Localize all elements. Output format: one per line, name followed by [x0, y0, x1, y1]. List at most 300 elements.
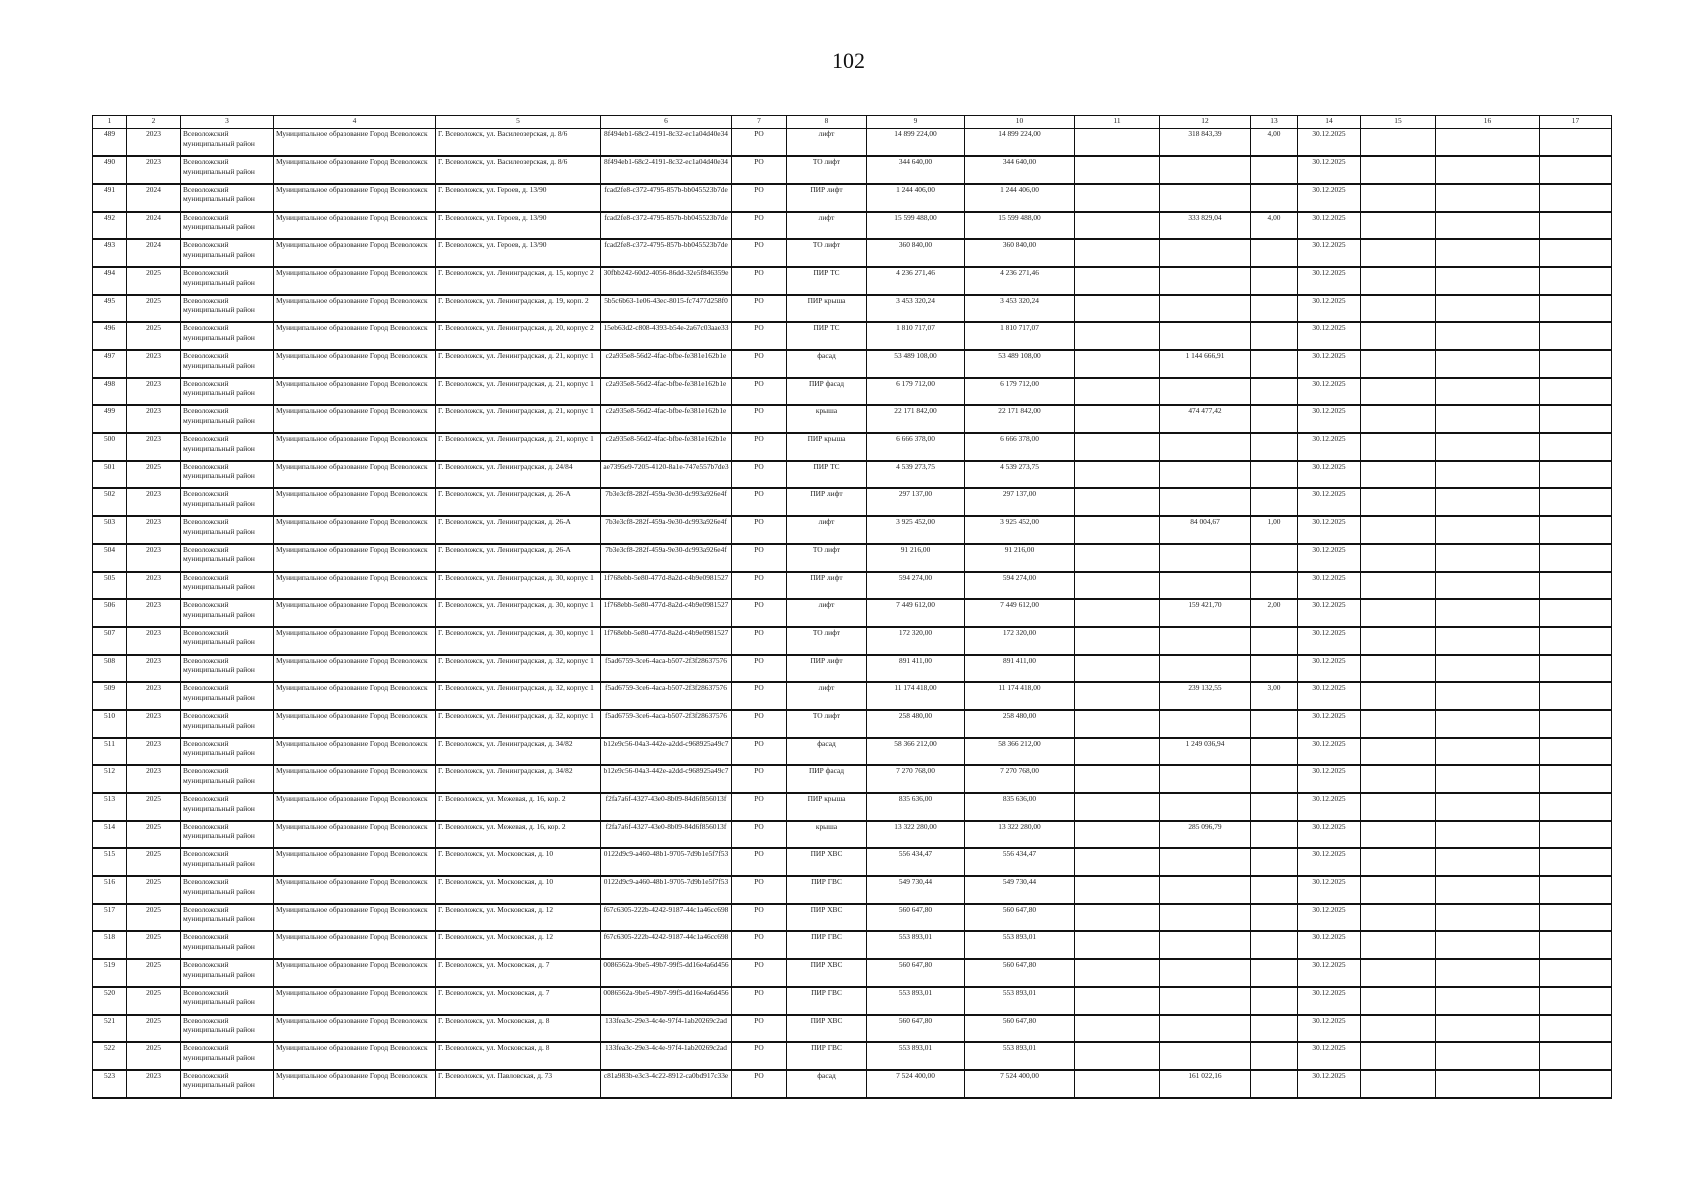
col17-cell [1540, 433, 1612, 461]
cost-cell: 553 893,01 [867, 1042, 965, 1070]
district-cell: Всеволожский муниципальный район [181, 184, 274, 212]
col11-cell [1075, 184, 1160, 212]
amount-cell: 239 132,55 [1160, 682, 1251, 710]
cost-cell: 13 322 280,00 [867, 821, 965, 849]
municipality-cell: Муниципальное образование Город Всеволожск [274, 931, 436, 959]
cost-total-cell: 556 434,47 [965, 848, 1075, 876]
col17-cell [1540, 931, 1612, 959]
fias-code-cell: 7b3e3cf8-282f-459a-9e30-dc993a926e4f [601, 516, 732, 544]
fias-code-cell: f2fa7a6f-4327-43e0-8b09-84d6f856013f [601, 821, 732, 849]
fias-code-cell: c81a983b-e3c3-4c22-8912-ca0bd917c33e [601, 1070, 732, 1098]
quantity-cell [1251, 738, 1298, 766]
fias-code-cell: c2a935e8-56d2-4fac-bfbe-fe381e162b1e [601, 378, 732, 406]
work-type-cell: ТО лифт [787, 627, 867, 655]
year-cell: 2025 [127, 904, 181, 932]
amount-cell [1160, 156, 1251, 184]
col17-cell [1540, 1015, 1612, 1043]
col15-cell [1361, 765, 1436, 793]
amount-cell [1160, 488, 1251, 516]
quantity-cell [1251, 239, 1298, 267]
col15-cell [1361, 710, 1436, 738]
fias-code-cell: 7b3e3cf8-282f-459a-9e30-dc993a926e4f [601, 488, 732, 516]
amount-cell [1160, 710, 1251, 738]
type-cell: РО [732, 1015, 787, 1043]
row-number-cell: 502 [93, 488, 127, 516]
type-cell: РО [732, 1042, 787, 1070]
cost-total-cell: 344 640,00 [965, 156, 1075, 184]
col16-cell [1436, 461, 1540, 489]
col17-cell [1540, 682, 1612, 710]
table-row [93, 184, 1612, 212]
year-cell: 2024 [127, 184, 181, 212]
fias-code-cell: b12e9c56-04a3-442e-a2dd-c968925a49c7 [601, 765, 732, 793]
deadline-cell: 30.12.2025 [1298, 239, 1361, 267]
cost-total-cell: 549 730,44 [965, 876, 1075, 904]
year-cell: 2023 [127, 516, 181, 544]
fias-code-cell: fcad2fe8-c372-4795-857b-bb045523b7de [601, 184, 732, 212]
col11-cell [1075, 405, 1160, 433]
type-cell: РО [732, 821, 787, 849]
row-number-cell: 497 [93, 350, 127, 378]
district-cell: Всеволожский муниципальный район [181, 239, 274, 267]
address-cell: Г. Всеволожск, ул. Московская, д. 7 [436, 987, 601, 1015]
municipality-cell: Муниципальное образование Город Всеволожск [274, 378, 436, 406]
table-row [93, 350, 1612, 378]
table-row [93, 378, 1612, 406]
col15-cell [1361, 322, 1436, 350]
row-number-cell: 508 [93, 655, 127, 683]
table-row [93, 793, 1612, 821]
fias-code-cell: 5b5c6b63-1e06-43ec-8015-fc7477d258f0 [601, 295, 732, 323]
municipality-cell: Муниципальное образование Город Всеволожск [274, 156, 436, 184]
address-cell: Г. Всеволожск, ул. Ленинградская, д. 15, корпус 2 [436, 267, 601, 295]
col15-cell [1361, 1015, 1436, 1043]
amount-cell [1160, 378, 1251, 406]
deadline-cell: 30.12.2025 [1298, 156, 1361, 184]
column-header: 8 [787, 116, 867, 129]
district-cell: Всеволожский муниципальный район [181, 1042, 274, 1070]
work-type-cell: лифт [787, 212, 867, 240]
table-row [93, 627, 1612, 655]
col17-cell [1540, 793, 1612, 821]
col16-cell [1436, 516, 1540, 544]
year-cell: 2025 [127, 295, 181, 323]
work-type-cell: ТО лифт [787, 239, 867, 267]
col16-cell [1436, 599, 1540, 627]
cost-total-cell: 891 411,00 [965, 655, 1075, 683]
type-cell: РО [732, 738, 787, 766]
table-row [93, 488, 1612, 516]
type-cell: РО [732, 461, 787, 489]
column-header: 9 [867, 116, 965, 129]
address-cell: Г. Всеволожск, ул. Ленинградская, д. 26-А [436, 544, 601, 572]
district-cell: Всеволожский муниципальный район [181, 848, 274, 876]
col11-cell [1075, 599, 1160, 627]
row-number-cell: 499 [93, 405, 127, 433]
year-cell: 2023 [127, 627, 181, 655]
work-type-cell: фасад [787, 1070, 867, 1098]
type-cell: РО [732, 267, 787, 295]
col11-cell [1075, 904, 1160, 932]
col16-cell [1436, 350, 1540, 378]
quantity-cell: 4,00 [1251, 129, 1298, 157]
cost-total-cell: 553 893,01 [965, 931, 1075, 959]
column-header: 2 [127, 116, 181, 129]
address-cell: Г. Всеволожск, ул. Ленинградская, д. 20, корпус 2 [436, 322, 601, 350]
district-cell: Всеволожский муниципальный район [181, 655, 274, 683]
cost-cell: 556 434,47 [867, 848, 965, 876]
col16-cell [1436, 710, 1540, 738]
fias-code-cell: f2fa7a6f-4327-43e0-8b09-84d6f856013f [601, 793, 732, 821]
amount-cell: 318 843,39 [1160, 129, 1251, 157]
page-number: 102 [832, 48, 865, 73]
cost-total-cell: 3 453 320,24 [965, 295, 1075, 323]
work-type-cell: ПИР ГВС [787, 1042, 867, 1070]
cost-cell: 258 480,00 [867, 710, 965, 738]
table-row [93, 904, 1612, 932]
work-type-cell: ПИР ГВС [787, 987, 867, 1015]
col17-cell [1540, 461, 1612, 489]
quantity-cell [1251, 572, 1298, 600]
work-type-cell: ТО лифт [787, 710, 867, 738]
fias-code-cell: 1f768ebb-5e80-477d-8a2d-c4b9e0981527 [601, 627, 732, 655]
col17-cell [1540, 156, 1612, 184]
cost-total-cell: 13 322 280,00 [965, 821, 1075, 849]
col17-cell [1540, 876, 1612, 904]
col15-cell [1361, 959, 1436, 987]
row-number-cell: 500 [93, 433, 127, 461]
year-cell: 2023 [127, 710, 181, 738]
col17-cell [1540, 267, 1612, 295]
year-cell: 2025 [127, 876, 181, 904]
work-type-cell: ПИР лифт [787, 655, 867, 683]
table-row [93, 821, 1612, 849]
cost-total-cell: 7 524 400,00 [965, 1070, 1075, 1098]
quantity-cell [1251, 931, 1298, 959]
col11-cell [1075, 1015, 1160, 1043]
col15-cell [1361, 931, 1436, 959]
cost-total-cell: 553 893,01 [965, 987, 1075, 1015]
col15-cell [1361, 987, 1436, 1015]
col17-cell [1540, 516, 1612, 544]
cost-total-cell: 3 925 452,00 [965, 516, 1075, 544]
quantity-cell [1251, 987, 1298, 1015]
municipality-cell: Муниципальное образование Город Всеволожск [274, 405, 436, 433]
row-number-cell: 489 [93, 129, 127, 157]
col11-cell [1075, 765, 1160, 793]
district-cell: Всеволожский муниципальный район [181, 599, 274, 627]
district-cell: Всеволожский муниципальный район [181, 129, 274, 157]
amount-cell [1160, 655, 1251, 683]
column-header: 1 [93, 116, 127, 129]
cost-cell: 891 411,00 [867, 655, 965, 683]
col15-cell [1361, 904, 1436, 932]
table-row [93, 516, 1612, 544]
amount-cell: 474 477,42 [1160, 405, 1251, 433]
cost-cell: 3 453 320,24 [867, 295, 965, 323]
table-row [93, 765, 1612, 793]
year-cell: 2023 [127, 765, 181, 793]
fias-code-cell: 8f494eb1-68c2-4191-8c32-ec1a04d40e34 [601, 129, 732, 157]
address-cell: Г. Всеволожск, ул. Межевая, д. 16, кор. 2 [436, 793, 601, 821]
col16-cell [1436, 627, 1540, 655]
table-row [93, 267, 1612, 295]
municipality-cell: Муниципальное образование Город Всеволожск [274, 433, 436, 461]
address-cell: Г. Всеволожск, ул. Московская, д. 10 [436, 848, 601, 876]
municipality-cell: Муниципальное образование Город Всеволожск [274, 544, 436, 572]
row-number-cell: 507 [93, 627, 127, 655]
col15-cell [1361, 738, 1436, 766]
district-cell: Всеволожский муниципальный район [181, 876, 274, 904]
col17-cell [1540, 1070, 1612, 1098]
col15-cell [1361, 378, 1436, 406]
col17-cell [1540, 710, 1612, 738]
address-cell: Г. Всеволожск, ул. Московская, д. 7 [436, 959, 601, 987]
fias-code-cell: f67c6305-222b-4242-9187-44c1a46cc698 [601, 931, 732, 959]
cost-total-cell: 7 449 612,00 [965, 599, 1075, 627]
type-cell: РО [732, 1070, 787, 1098]
year-cell: 2025 [127, 1015, 181, 1043]
municipality-cell: Муниципальное образование Город Всеволожск [274, 461, 436, 489]
quantity-cell [1251, 876, 1298, 904]
fias-code-cell: ae7395e9-7205-4120-8a1e-747e557b7de3 [601, 461, 732, 489]
address-cell: Г. Всеволожск, ул. Ленинградская, д. 21, корпус 1 [436, 350, 601, 378]
col11-cell [1075, 488, 1160, 516]
district-cell: Всеволожский муниципальный район [181, 516, 274, 544]
cost-total-cell: 58 366 212,00 [965, 738, 1075, 766]
type-cell: РО [732, 793, 787, 821]
col11-cell [1075, 876, 1160, 904]
year-cell: 2023 [127, 405, 181, 433]
district-cell: Всеволожский муниципальный район [181, 267, 274, 295]
amount-cell: 333 829,04 [1160, 212, 1251, 240]
column-header: 5 [436, 116, 601, 129]
col11-cell [1075, 793, 1160, 821]
district-cell: Всеволожский муниципальный район [181, 1070, 274, 1098]
municipality-cell: Муниципальное образование Город Всеволожск [274, 239, 436, 267]
municipality-cell: Муниципальное образование Город Всеволожск [274, 322, 436, 350]
quantity-cell [1251, 904, 1298, 932]
work-type-cell: ПИР ХВС [787, 904, 867, 932]
cost-total-cell: 4 539 273,75 [965, 461, 1075, 489]
address-cell: Г. Всеволожск, ул. Василеозерская, д. 8/6 [436, 156, 601, 184]
col15-cell [1361, 212, 1436, 240]
municipality-cell: Муниципальное образование Город Всеволожск [274, 267, 436, 295]
cost-total-cell: 11 174 418,00 [965, 682, 1075, 710]
cost-cell: 4 539 273,75 [867, 461, 965, 489]
fias-code-cell: 133fea3c-29e3-4c4e-97f4-1ab20269c2ad [601, 1042, 732, 1070]
table-row [93, 433, 1612, 461]
cost-total-cell: 1 244 406,00 [965, 184, 1075, 212]
address-cell: Г. Всеволожск, ул. Ленинградская, д. 26-А [436, 516, 601, 544]
cost-total-cell: 594 274,00 [965, 572, 1075, 600]
work-type-cell: фасад [787, 738, 867, 766]
quantity-cell [1251, 765, 1298, 793]
municipality-cell: Муниципальное образование Город Всеволожск [274, 1015, 436, 1043]
address-cell: Г. Всеволожск, ул. Межевая, д. 16, кор. 2 [436, 821, 601, 849]
quantity-cell [1251, 627, 1298, 655]
amount-cell [1160, 572, 1251, 600]
work-type-cell: лифт [787, 516, 867, 544]
municipality-cell: Муниципальное образование Город Всеволожск [274, 599, 436, 627]
municipality-cell: Муниципальное образование Город Всеволожск [274, 212, 436, 240]
table-row [93, 738, 1612, 766]
deadline-cell: 30.12.2025 [1298, 959, 1361, 987]
cost-cell: 553 893,01 [867, 931, 965, 959]
year-cell: 2025 [127, 987, 181, 1015]
column-header: 17 [1540, 116, 1612, 129]
year-cell: 2023 [127, 682, 181, 710]
col17-cell [1540, 959, 1612, 987]
district-cell: Всеволожский муниципальный район [181, 738, 274, 766]
col16-cell [1436, 433, 1540, 461]
col16-cell [1436, 267, 1540, 295]
type-cell: РО [732, 572, 787, 600]
municipality-cell: Муниципальное образование Город Всеволожск [274, 655, 436, 683]
year-cell: 2025 [127, 848, 181, 876]
col15-cell [1361, 1070, 1436, 1098]
district-cell: Всеволожский муниципальный район [181, 544, 274, 572]
column-header: 7 [732, 116, 787, 129]
amount-cell [1160, 1015, 1251, 1043]
type-cell: РО [732, 931, 787, 959]
fias-code-cell: f5ad6759-3ce6-4aca-b507-2f3f28637576 [601, 655, 732, 683]
col17-cell [1540, 627, 1612, 655]
cost-total-cell: 1 810 717,07 [965, 322, 1075, 350]
municipality-cell: Муниципальное образование Город Всеволожск [274, 738, 436, 766]
fias-code-cell: 1f768ebb-5e80-477d-8a2d-c4b9e0981527 [601, 599, 732, 627]
fias-code-cell: 8f494eb1-68c2-4191-8c32-ec1a04d40e34 [601, 156, 732, 184]
deadline-cell: 30.12.2025 [1298, 821, 1361, 849]
municipality-cell: Муниципальное образование Город Всеволожск [274, 572, 436, 600]
cost-cell: 172 320,00 [867, 627, 965, 655]
quantity-cell: 3,00 [1251, 682, 1298, 710]
col17-cell [1540, 904, 1612, 932]
deadline-cell: 30.12.2025 [1298, 1070, 1361, 1098]
type-cell: РО [732, 212, 787, 240]
quantity-cell [1251, 433, 1298, 461]
type-cell: РО [732, 904, 787, 932]
col11-cell [1075, 322, 1160, 350]
work-type-cell: ПИР ТС [787, 461, 867, 489]
year-cell: 2023 [127, 1070, 181, 1098]
deadline-cell: 30.12.2025 [1298, 793, 1361, 821]
capital-repair-table [92, 115, 1612, 1099]
col11-cell [1075, 378, 1160, 406]
col15-cell [1361, 488, 1436, 516]
col15-cell [1361, 350, 1436, 378]
deadline-cell: 30.12.2025 [1298, 184, 1361, 212]
address-cell: Г. Всеволожск, ул. Героев, д. 13/90 [436, 239, 601, 267]
col17-cell [1540, 212, 1612, 240]
work-type-cell: ПИР крыша [787, 295, 867, 323]
cost-total-cell: 560 647,80 [965, 1015, 1075, 1043]
work-type-cell: ПИР ХВС [787, 959, 867, 987]
quantity-cell [1251, 793, 1298, 821]
deadline-cell: 30.12.2025 [1298, 212, 1361, 240]
row-number-cell: 493 [93, 239, 127, 267]
district-cell: Всеволожский муниципальный район [181, 987, 274, 1015]
quantity-cell [1251, 350, 1298, 378]
amount-cell: 84 004,67 [1160, 516, 1251, 544]
cost-cell: 11 174 418,00 [867, 682, 965, 710]
year-cell: 2023 [127, 738, 181, 766]
col11-cell [1075, 987, 1160, 1015]
work-type-cell: ПИР ГВС [787, 876, 867, 904]
cost-cell: 91 216,00 [867, 544, 965, 572]
deadline-cell: 30.12.2025 [1298, 378, 1361, 406]
col17-cell [1540, 322, 1612, 350]
cost-cell: 53 489 108,00 [867, 350, 965, 378]
amount-cell [1160, 765, 1251, 793]
col15-cell [1361, 1042, 1436, 1070]
municipality-cell: Муниципальное образование Город Всеволожск [274, 1042, 436, 1070]
deadline-cell: 30.12.2025 [1298, 267, 1361, 295]
year-cell: 2023 [127, 544, 181, 572]
col17-cell [1540, 572, 1612, 600]
district-cell: Всеволожский муниципальный район [181, 959, 274, 987]
row-number-cell: 490 [93, 156, 127, 184]
address-cell: Г. Всеволожск, ул. Ленинградская, д. 30, корпус 1 [436, 572, 601, 600]
district-cell: Всеволожский муниципальный район [181, 295, 274, 323]
column-header: 3 [181, 116, 274, 129]
fias-code-cell: f67c6305-222b-4242-9187-44c1a46cc698 [601, 904, 732, 932]
quantity-cell [1251, 1042, 1298, 1070]
row-number-cell: 501 [93, 461, 127, 489]
amount-cell [1160, 848, 1251, 876]
cost-total-cell: 560 647,80 [965, 904, 1075, 932]
cost-cell: 7 524 400,00 [867, 1070, 965, 1098]
row-number-cell: 503 [93, 516, 127, 544]
cost-cell: 560 647,80 [867, 1015, 965, 1043]
cost-cell: 6 179 712,00 [867, 378, 965, 406]
district-cell: Всеволожский муниципальный район [181, 931, 274, 959]
column-header: 13 [1251, 116, 1298, 129]
district-cell: Всеволожский муниципальный район [181, 405, 274, 433]
year-cell: 2024 [127, 212, 181, 240]
col15-cell [1361, 433, 1436, 461]
row-number-cell: 505 [93, 572, 127, 600]
address-cell: Г. Всеволожск, ул. Московская, д. 8 [436, 1042, 601, 1070]
district-cell: Всеволожский муниципальный район [181, 212, 274, 240]
amount-cell [1160, 322, 1251, 350]
table-row [93, 599, 1612, 627]
cost-cell: 4 236 271,46 [867, 267, 965, 295]
work-type-cell: ТО лифт [787, 156, 867, 184]
column-number-row [93, 116, 1612, 129]
amount-cell [1160, 267, 1251, 295]
col16-cell [1436, 793, 1540, 821]
col17-cell [1540, 544, 1612, 572]
col15-cell [1361, 599, 1436, 627]
table-row [93, 876, 1612, 904]
address-cell: Г. Всеволожск, ул. Ленинградская, д. 21, корпус 1 [436, 433, 601, 461]
deadline-cell: 30.12.2025 [1298, 350, 1361, 378]
work-type-cell: ПИР крыша [787, 793, 867, 821]
type-cell: РО [732, 433, 787, 461]
table-row [93, 544, 1612, 572]
district-cell: Всеволожский муниципальный район [181, 710, 274, 738]
work-type-cell: крыша [787, 821, 867, 849]
row-number-cell: 522 [93, 1042, 127, 1070]
col17-cell [1540, 987, 1612, 1015]
col11-cell [1075, 710, 1160, 738]
col11-cell [1075, 655, 1160, 683]
address-cell: Г. Всеволожск, ул. Ленинградская, д. 32, корпус 1 [436, 710, 601, 738]
year-cell: 2023 [127, 350, 181, 378]
row-number-cell: 516 [93, 876, 127, 904]
work-type-cell: ПИР лифт [787, 184, 867, 212]
